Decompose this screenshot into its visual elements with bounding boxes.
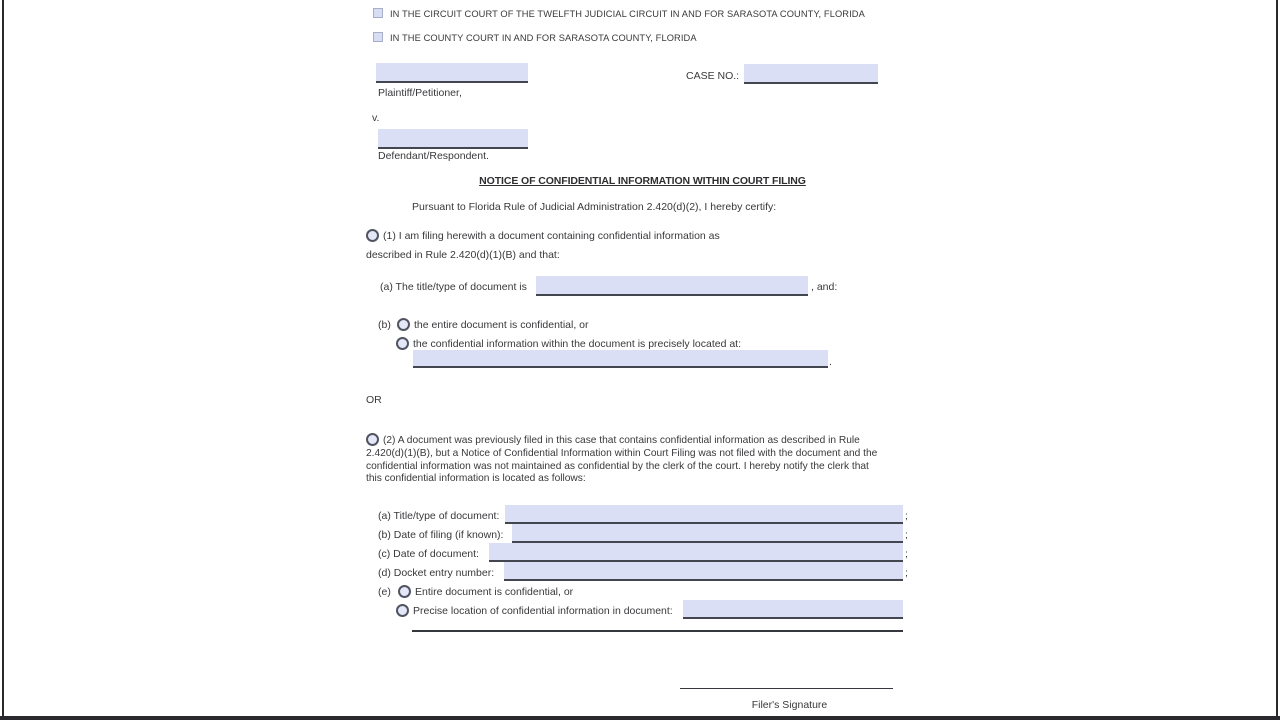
case-no-field[interactable] xyxy=(744,64,878,84)
signature-line xyxy=(680,672,893,689)
section1-line2: described in Rule 2.420(d)(1)(B) and that: xyxy=(366,249,560,261)
item-title-type-label: (a) Title/type of document: xyxy=(378,510,500,522)
item-date-filing-field[interactable] xyxy=(512,524,903,543)
section1-item-a-suffix: , and: xyxy=(811,281,838,293)
signature-label: Filer's Signature xyxy=(751,699,828,711)
item-e-prefix: (e) xyxy=(378,586,391,598)
case-no-label: CASE NO.: xyxy=(686,70,740,82)
entire-confidential-radio-1[interactable] xyxy=(397,318,410,331)
circuit-court-label: IN THE CIRCUIT COURT OF THE TWELFTH JUDICIAL CIRCUIT IN AND FOR SARASOTA COUNTY, FLORIDA xyxy=(390,9,865,19)
item-date-filing-label: (b) Date of filing (if known): xyxy=(378,529,504,541)
item-title-type-suffix: ; xyxy=(905,510,908,522)
section1-title-type-field[interactable] xyxy=(536,276,808,296)
page-edge-right xyxy=(1276,0,1278,720)
precise-location-field-1[interactable] xyxy=(413,350,828,368)
precise-location-label-1: the confidential information within the document is precisely located at: xyxy=(413,338,742,350)
section2-line1: (2) A document was previously filed in this case that contains confidential information as described in Rule xyxy=(383,435,860,446)
precise-location-radio-1[interactable] xyxy=(396,337,409,350)
intro-text: Pursuant to Florida Rule of Judicial Administration 2.420(d)(2), I hereby certify: xyxy=(412,201,777,213)
form-title: NOTICE OF CONFIDENTIAL INFORMATION WITHIN COURT FILING xyxy=(479,175,806,187)
section1-item-a-label: (a) The title/type of document is xyxy=(380,281,527,293)
plaintiff-label: Plaintiff/Petitioner, xyxy=(378,87,462,99)
section1-item-b-prefix: (b) xyxy=(378,319,391,331)
item-docket-number-field[interactable] xyxy=(504,562,903,581)
item-date-document-label: (c) Date of document: xyxy=(378,548,479,560)
circuit-court-checkbox[interactable] xyxy=(373,8,383,18)
section2-line4: this confidential information is located as follows: xyxy=(366,473,586,484)
section1-radio[interactable] xyxy=(366,229,379,242)
page-edge-bottom xyxy=(0,716,1280,720)
item-docket-number-label: (d) Docket entry number: xyxy=(378,567,495,579)
plaintiff-name-field[interactable] xyxy=(376,63,528,83)
item-date-document-suffix: ; xyxy=(905,548,908,560)
county-court-checkbox[interactable] xyxy=(373,32,383,42)
entire-confidential-label-1: the entire document is confidential, or xyxy=(414,319,589,331)
section2-radio[interactable] xyxy=(366,433,379,446)
precise-location-suffix: . xyxy=(829,356,832,368)
continuation-line xyxy=(412,615,903,632)
defendant-label: Defendant/Respondent. xyxy=(378,150,489,162)
entire-confidential-radio-2[interactable] xyxy=(398,585,411,598)
versus-label: v. xyxy=(372,112,380,124)
page-edge-left xyxy=(2,0,4,720)
item-docket-number-suffix: ; xyxy=(905,567,908,579)
precise-location-radio-2[interactable] xyxy=(396,604,409,617)
precise-location-label-2: Precise location of confidential information in document: xyxy=(413,605,673,617)
defendant-name-field[interactable] xyxy=(378,129,528,149)
item-title-type-field[interactable] xyxy=(505,505,903,524)
item-date-document-field[interactable] xyxy=(489,543,903,562)
or-text: OR xyxy=(366,394,382,406)
entire-confidential-label-2: Entire document is confidential, or xyxy=(415,586,574,598)
item-date-filing-suffix: ; xyxy=(905,529,908,541)
section1-line1: (1) I am filing herewith a document containing confidential information as xyxy=(383,230,720,242)
section2-line2: 2.420(d)(1)(B), but a Notice of Confidential Information within Court Filing was not filed with the document and the xyxy=(366,448,878,459)
section2-line3: confidential information was not maintained as confidential by the clerk of the court. I hereby notify the clerk that xyxy=(366,461,869,472)
county-court-label: IN THE COUNTY COURT IN AND FOR SARASOTA COUNTY, FLORIDA xyxy=(390,33,697,43)
